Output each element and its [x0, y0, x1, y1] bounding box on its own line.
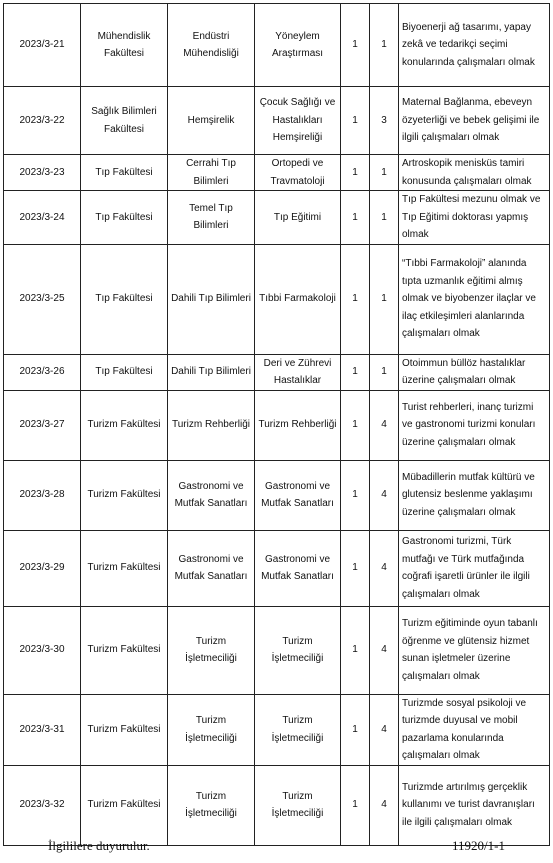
- cell-id: 2023/3-25: [4, 244, 81, 354]
- cell-subfield: Tıp Eğitimi: [255, 191, 341, 245]
- cell-department: Endüstri Mühendisliği: [168, 4, 255, 87]
- cell-department: Hemşirelik: [168, 87, 255, 155]
- cell-id: 2023/3-21: [4, 4, 81, 87]
- cell-faculty: Turizm Fakültesi: [81, 606, 168, 694]
- cell-department: Turizm İşletmeciliği: [168, 694, 255, 765]
- table-row: [4, 460, 550, 530]
- cell-id: 2023/3-31: [4, 694, 81, 765]
- cell-id: 2023/3-24: [4, 191, 81, 245]
- cell-department: Dahili Tıp Bilimleri: [168, 354, 255, 390]
- table-row: [4, 354, 550, 390]
- announcement-table: [3, 3, 550, 846]
- table-body: [4, 4, 550, 846]
- cell-faculty: Turizm Fakültesi: [81, 530, 168, 606]
- cell-department: Gastronomi ve Mutfak Sanatları: [168, 460, 255, 530]
- cell-department: Turizm Rehberliği: [168, 390, 255, 460]
- cell-requirements: Otoimmun büllöz hastalıklar üzerine çalışmaları olmak: [399, 354, 550, 390]
- table-row: [4, 87, 550, 155]
- cell-faculty: Turizm Fakültesi: [81, 694, 168, 765]
- cell-requirements: Turizmde sosyal psikoloji ve turizmde duyusal ve mobil pazarlama konularında çalışmaları olmak: [399, 694, 550, 765]
- cell-id: 2023/3-29: [4, 530, 81, 606]
- cell-faculty: Tıp Fakültesi: [81, 191, 168, 245]
- cell-count-2: 1: [370, 244, 399, 354]
- cell-subfield: Çocuk Sağlığı ve Hastalıkları Hemşireliği: [255, 87, 341, 155]
- document-number: 11920/1-1: [452, 838, 505, 853]
- cell-count-2: 3: [370, 87, 399, 155]
- cell-count-1: 1: [341, 606, 370, 694]
- table-row: [4, 155, 550, 191]
- cell-subfield: Gastronomi ve Mutfak Sanatları: [255, 530, 341, 606]
- cell-subfield: Turizm Rehberliği: [255, 390, 341, 460]
- cell-faculty: Turizm Fakültesi: [81, 765, 168, 845]
- cell-count-1: 1: [341, 155, 370, 191]
- cell-id: 2023/3-22: [4, 87, 81, 155]
- cell-requirements: Artroskopik menisküs tamiri konusunda çalışmaları olmak: [399, 155, 550, 191]
- cell-requirements: Turizm eğitiminde oyun tabanlı öğrenme ve glütensiz hizmet sunan işletmeler üzerine çalışmaları olmak: [399, 606, 550, 694]
- cell-id: 2023/3-28: [4, 460, 81, 530]
- cell-faculty: Tıp Fakültesi: [81, 354, 168, 390]
- cell-faculty: Tıp Fakültesi: [81, 155, 168, 191]
- cell-count-1: 1: [341, 460, 370, 530]
- cell-count-1: 1: [341, 530, 370, 606]
- cell-subfield: Tıbbi Farmakoloji: [255, 244, 341, 354]
- cell-department: Cerrahi Tıp Bilimleri: [168, 155, 255, 191]
- cell-count-2: 4: [370, 530, 399, 606]
- cell-department: Temel Tıp Bilimleri: [168, 191, 255, 245]
- cell-subfield: Ortopedi ve Travmatoloji: [255, 155, 341, 191]
- cell-count-1: 1: [341, 354, 370, 390]
- cell-count-2: 4: [370, 390, 399, 460]
- cell-count-1: 1: [341, 390, 370, 460]
- table-row: [4, 390, 550, 460]
- cell-subfield: Turizm İşletmeciliği: [255, 765, 341, 845]
- cell-requirements: Mübadillerin mutfak kültürü ve glutensiz beslenme yaklaşımı üzerine çalışmaları olmak: [399, 460, 550, 530]
- cell-id: 2023/3-23: [4, 155, 81, 191]
- cell-faculty: Sağlık Bilimleri Fakültesi: [81, 87, 168, 155]
- table-row: [4, 4, 550, 87]
- cell-requirements: Maternal Bağlanma, ebeveyn özyeterliği ve bebek gelişimi ile ilgili çalışmaları olmak: [399, 87, 550, 155]
- cell-count-1: 1: [341, 4, 370, 87]
- cell-subfield: Yöneylem Araştırması: [255, 4, 341, 87]
- cell-requirements: “Tıbbi Farmakoloji” alanında tıpta uzmanlık eğitimi almış olmak ve biyobenzer ilaçlar ve ilaç etkileşimleri alanlarında çalışmaları olmak: [399, 244, 550, 354]
- cell-subfield: Deri ve Zührevi Hastalıklar: [255, 354, 341, 390]
- cell-requirements: Turist rehberleri, inanç turizmi ve gastronomi turizmi konuları üzerine çalışmaları olmak: [399, 390, 550, 460]
- cell-department: Turizm İşletmeciliği: [168, 765, 255, 845]
- cell-requirements: Biyoenerji ağ tasarımı, yapay zekâ ve tedarikçi seçimi konularında çalışmaları olmak: [399, 4, 550, 87]
- cell-department: Dahili Tıp Bilimleri: [168, 244, 255, 354]
- cell-subfield: Turizm İşletmeciliği: [255, 606, 341, 694]
- cell-count-1: 1: [341, 244, 370, 354]
- cell-id: 2023/3-32: [4, 765, 81, 845]
- cell-id: 2023/3-27: [4, 390, 81, 460]
- cell-count-2: 1: [370, 155, 399, 191]
- cell-id: 2023/3-26: [4, 354, 81, 390]
- cell-count-2: 4: [370, 765, 399, 845]
- cell-count-2: 4: [370, 606, 399, 694]
- table-row: [4, 530, 550, 606]
- cell-faculty: Turizm Fakültesi: [81, 390, 168, 460]
- cell-department: Turizm İşletmeciliği: [168, 606, 255, 694]
- cell-count-1: 1: [341, 87, 370, 155]
- cell-count-1: 1: [341, 694, 370, 765]
- cell-faculty: Mühendislik Fakültesi: [81, 4, 168, 87]
- cell-count-1: 1: [341, 191, 370, 245]
- cell-requirements: Tıp Fakültesi mezunu olmak ve Tıp Eğitimi doktorası yapmış olmak: [399, 191, 550, 245]
- footer-note: İlgililere duyurulur.: [48, 838, 150, 853]
- cell-count-2: 1: [370, 4, 399, 87]
- cell-id: 2023/3-30: [4, 606, 81, 694]
- cell-subfield: Gastronomi ve Mutfak Sanatları: [255, 460, 341, 530]
- table-row: [4, 244, 550, 354]
- cell-subfield: Turizm İşletmeciliği: [255, 694, 341, 765]
- cell-count-2: 4: [370, 460, 399, 530]
- table-row: [4, 191, 550, 245]
- cell-count-2: 1: [370, 354, 399, 390]
- table-row: [4, 694, 550, 765]
- cell-faculty: Tıp Fakültesi: [81, 244, 168, 354]
- cell-count-2: 4: [370, 694, 399, 765]
- cell-count-1: 1: [341, 765, 370, 845]
- cell-faculty: Turizm Fakültesi: [81, 460, 168, 530]
- table-row: [4, 606, 550, 694]
- cell-count-2: 1: [370, 191, 399, 245]
- table-row: [4, 765, 550, 845]
- cell-requirements: Turizmde artırılmış gerçeklik kullanımı ve turist davranışları ile ilgili çalışmaları olmak: [399, 765, 550, 845]
- cell-requirements: Gastronomi turizmi, Türk mutfağı ve Türk mutfağında coğrafi işaretli ürünler ile ilgili çalışmaları olmak: [399, 530, 550, 606]
- cell-department: Gastronomi ve Mutfak Sanatları: [168, 530, 255, 606]
